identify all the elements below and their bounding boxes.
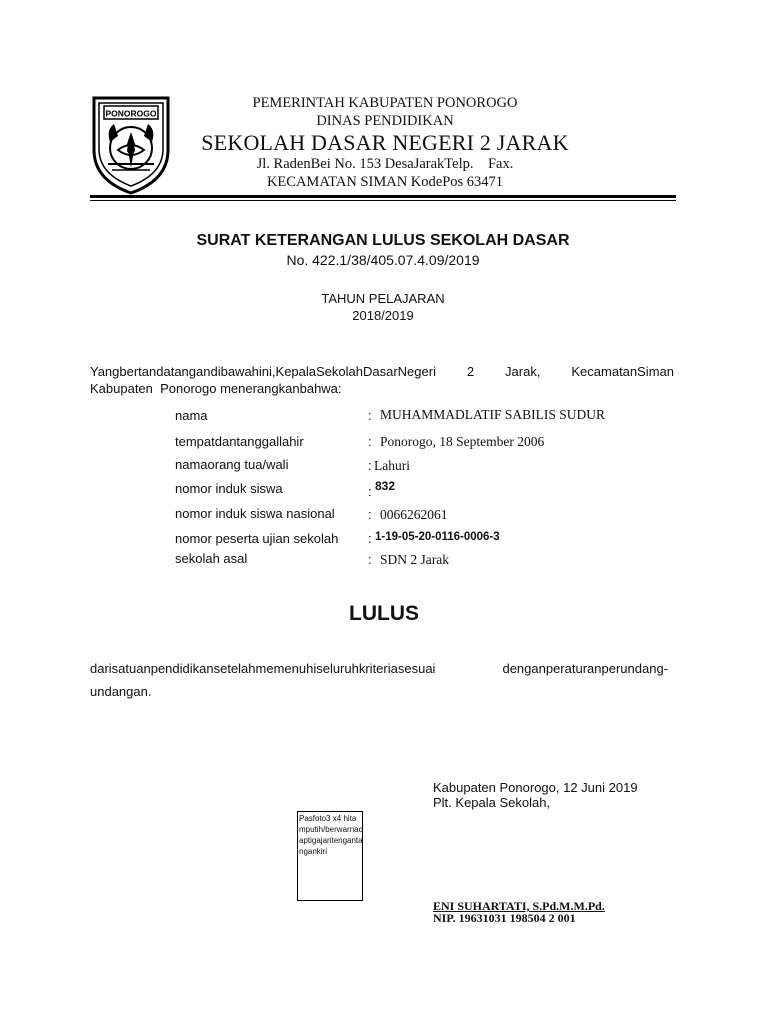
field-value-origin-school: SDN 2 Jarak xyxy=(380,552,449,567)
field-value-national-number: 0066262061 xyxy=(380,507,448,522)
field-value-birth: Ponorogo, 18 September 2006 xyxy=(380,434,545,449)
field-label-name: nama xyxy=(175,408,208,423)
intro-line-2: Kabupaten Ponorogo menerangkanbahwa: xyxy=(90,381,342,396)
field-label-national-number: nomor induk siswa nasional xyxy=(175,506,335,521)
graduation-result: LULUS xyxy=(349,602,419,625)
field-colon: : xyxy=(368,484,372,499)
field-value-guardian: Lahuri xyxy=(374,458,410,473)
letterhead-department: DINAS PENDIDIKAN xyxy=(316,113,454,129)
intro-word: Yangbertandatangandibawahini,KepalaSekolahDasarNegeri xyxy=(90,364,436,379)
closing-part-2: denganperaturanperundang- xyxy=(502,661,668,676)
signature-place-date: Kabupaten Ponorogo, 12 Juni 2019 xyxy=(433,780,638,795)
intro-word: 2 xyxy=(466,364,475,379)
intro-word: Jarak, xyxy=(505,364,541,379)
closing-line-1 xyxy=(90,661,668,676)
document-number: No. 422.1/38/405.07.4.09/2019 xyxy=(286,252,480,268)
school-emblem-logo xyxy=(88,88,174,196)
field-label-guardian: namaorang tua/wali xyxy=(175,457,289,472)
closing-part-1: darisatuanpendidikansetelahmemenuhiseluruhkriteriasesuai xyxy=(90,661,436,676)
field-colon: : xyxy=(368,458,372,473)
field-value-student-number: 832 xyxy=(375,479,396,493)
field-colon: : xyxy=(368,408,372,423)
signature-role: Plt. Kepala Sekolah, xyxy=(433,795,551,810)
svg-text:PONOROGO: PONOROGO xyxy=(105,108,157,119)
letterhead-school-name: SEKOLAH DASAR NEGERI 2 JARAK xyxy=(201,130,569,155)
field-label-birth: tempatdantanggallahir xyxy=(175,434,304,449)
field-colon: : xyxy=(368,531,372,546)
letterhead-district: KECAMATAN SIMAN KodePos 63471 xyxy=(266,174,504,190)
signatory-nip: NIP. 19631031 198504 2 001 xyxy=(433,911,576,925)
field-value-exam-number: 1-19-05-20-0116-0006-3 xyxy=(375,531,500,543)
field-colon: : xyxy=(368,552,372,567)
intro-line-1 xyxy=(90,364,674,379)
field-colon: : xyxy=(368,507,372,522)
closing-line-2: undangan. xyxy=(90,684,152,699)
letterhead-address: Jl. RadenBei No. 153 DesaJarakTelp. Fax. xyxy=(256,156,514,172)
academic-year-label: TAHUN PELAJARAN xyxy=(321,291,445,306)
signatory-name: ENI SUHARTATI, S.Pd.M.M.Pd. xyxy=(433,899,605,913)
academic-year-value: 2018/2019 xyxy=(352,308,414,323)
intro-word: KecamatanSiman xyxy=(571,364,674,379)
letterhead-rule xyxy=(90,195,676,198)
letterhead-rule-thin xyxy=(90,200,676,201)
field-label-student-number: nomor induk siswa xyxy=(175,481,283,496)
photo-placeholder-note: Pasfoto3 x4 hitamputih/berwarnacaptigajaritengantangankiri xyxy=(299,814,363,856)
field-label-origin-school: sekolah asal xyxy=(175,551,248,566)
field-label-exam-number: nomor peserta ujian sekolah xyxy=(175,531,339,546)
field-value-name: MUHAMMADLATIF SABILIS SUDUR xyxy=(380,407,606,422)
document-title: SURAT KETERANGAN LULUS SEKOLAH DASAR xyxy=(196,232,570,249)
letterhead-government: PEMERINTAH KABUPATEN PONOROGO xyxy=(252,95,518,111)
field-colon: : xyxy=(368,434,372,449)
